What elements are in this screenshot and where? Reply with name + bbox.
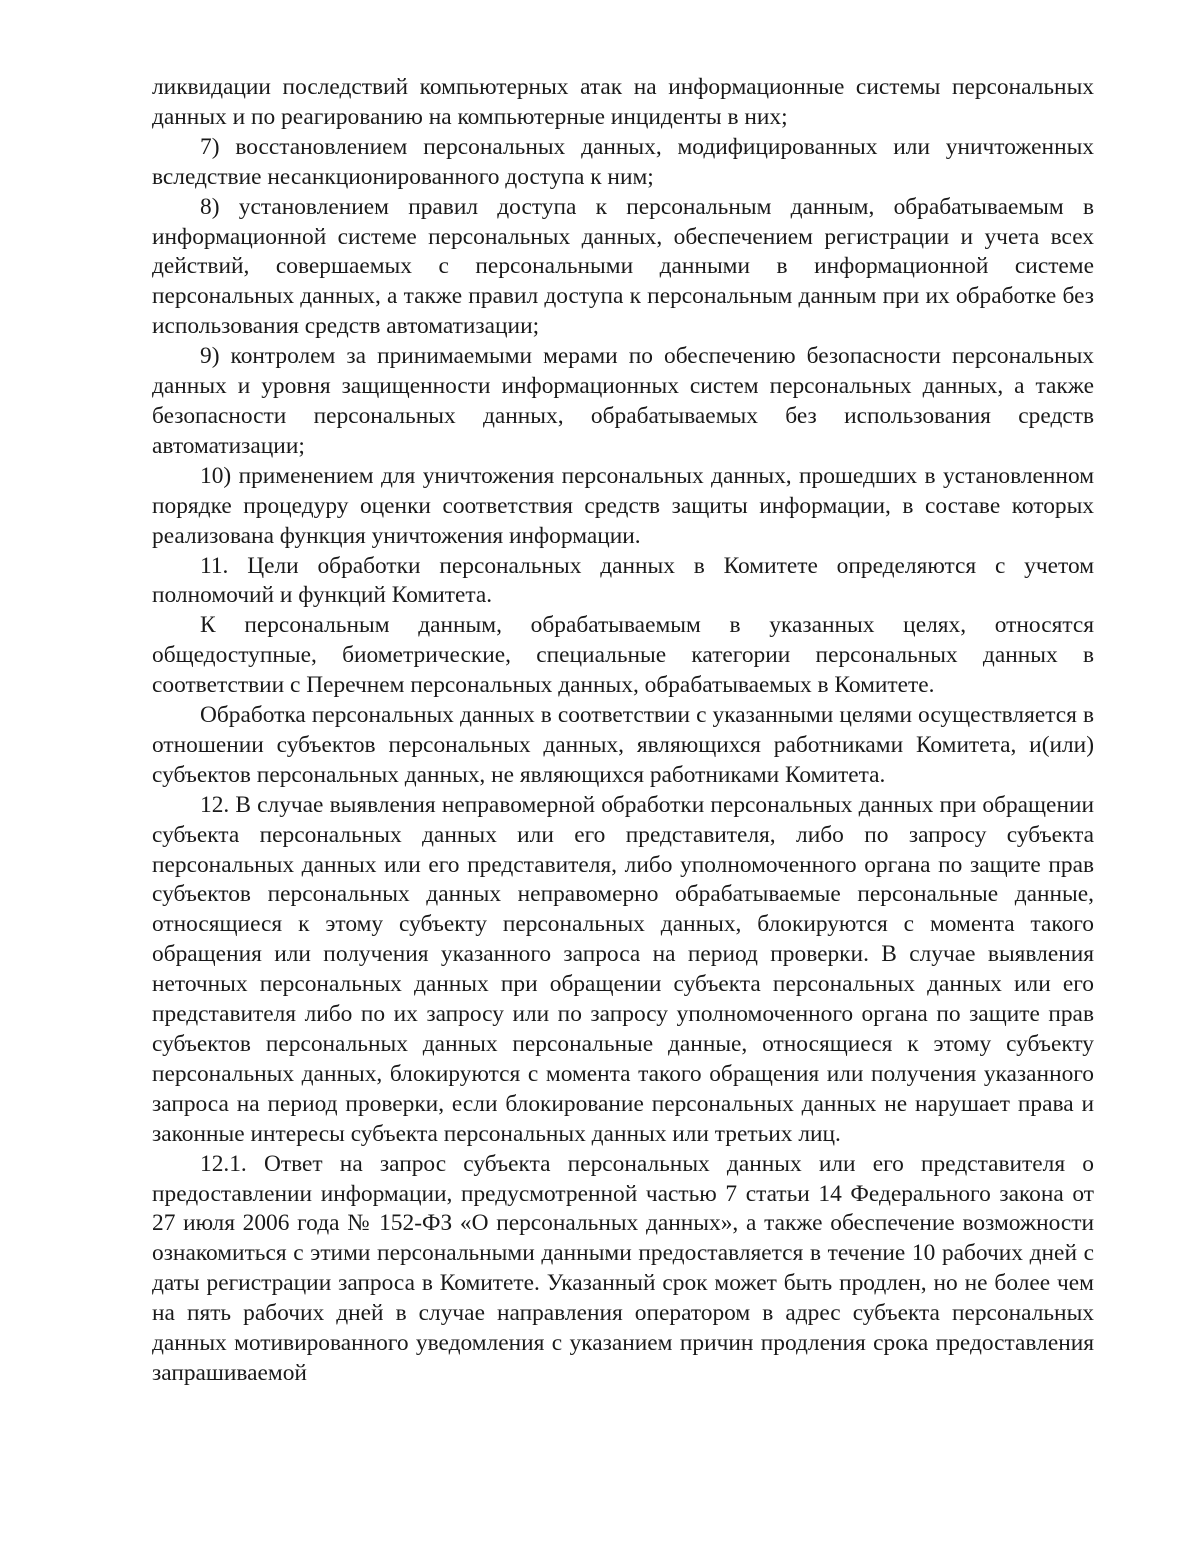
paragraph-section-11: 11. Цели обработки персональных данных в Комитете определяются с учетом полномочий и функций Комитета. — [152, 552, 1094, 609]
paragraph-processing-subjects: Обработка персональных данных в соответствии с указанными целями осуществляется в отношении субъектов персональных данных, являющихся работниками Комитета, и(или) субъектов персональных данных, не являющихся работниками Комитета. — [152, 702, 1094, 788]
paragraph-data-categories: К персональным данным, обрабатываемым в указанных целях, относятся общедоступные, биометрические, специальные категории персональных данных в соответствии с Перечнем персональных данных, обрабатываемых в Комитете. — [152, 612, 1094, 699]
paragraph-section-12-1: 12.1. Ответ на запрос субъекта персональных данных или его представителя о предоставлении информации, предусмотренной частью 7 статьи 14 Федерального закона от 27 июля 2006 года № 152-ФЗ «О персональных данных», а также обеспечение возможности ознакомиться с этими персональными данными предоставляется в течение 10 рабочих дней с даты регистрации запроса в Комитете. Указанный срок может быть продлен, но не более чем на пять рабочих дней в случае направления оператором в адрес субъекта персональных данных мотивированного уведомления с указанием причин продления срока предоставления запрашиваемой — [152, 1150, 1094, 1386]
paragraph-continuation: ликвидации последствий компьютерных атак на информационные системы персональных данных и по реагированию на компьютерные инциденты в них; — [152, 74, 1094, 130]
paragraph-item-7: 7) восстановлением персональных данных, модифицированных или уничтоженных вследствие несанкционированного доступа к ним; — [152, 133, 1094, 190]
document-page — [152, 73, 1094, 1389]
paragraph-item-10: 10) применением для уничтожения персональных данных, прошедших в установленном порядке процедуру оценки соответствия средств защиты информации, в составе которых реализована функция уничтожения информации. — [152, 462, 1094, 549]
paragraph-section-12: 12. В случае выявления неправомерной обработки персональных данных при обращении субъекта персональных данных или его представителя, либо по запросу субъекта персональных данных или его представителя, либо уполномоченного органа по защите прав субъектов персональных данных неправомерно обрабатываемые персональные данные, относящиеся к этому субъекту персональных данных, блокируются с момента такого обращения или получения указанного запроса на период проверки. В случае выявления неточных персональных данных при обращении субъекта персональных данных или его представителя либо по их запросу или по запросу уполномоченного органа по защите прав субъектов персональных данных персональные данные, относящиеся к этому субъекту персональных данных, блокируются с момента такого обращения или получения указанного запроса на период проверки, если блокирование персональных данных не нарушает права и законные интересы субъекта персональных данных или третьих лиц. — [152, 791, 1094, 1147]
paragraph-item-9: 9) контролем за принимаемыми мерами по обеспечению безопасности персональных данных и уровня защищенности информационных систем персональных данных, а также безопасности персональных данных, обрабатываемых без использования средств автоматизации; — [152, 343, 1094, 459]
paragraph-item-8: 8) установлением правил доступа к персональным данным, обрабатываемым в информационной системе персональных данных, обеспечением регистрации и учета всех действий, совершаемых с персональными данными в информационной системе персональных данных, а также правил доступа к персональным данным при их обработке без использования средств автоматизации; — [152, 193, 1094, 340]
